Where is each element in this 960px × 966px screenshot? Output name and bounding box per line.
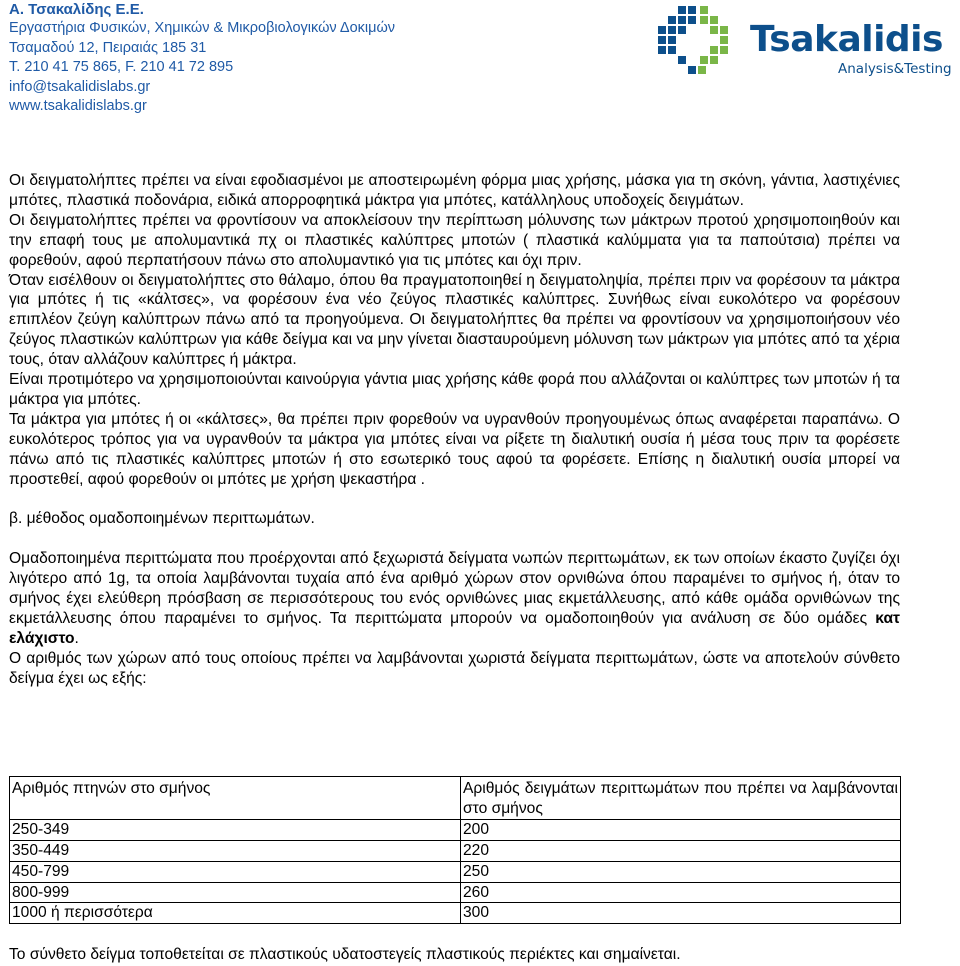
address: Τσαμαδού 12, Πειραιάς 185 31 — [9, 39, 207, 56]
section-b-heading: β. μέθοδος ομαδοποιημένων περιττωμάτων. — [9, 510, 315, 528]
header-contact — [9, 0, 395, 116]
paragraph-entering-chamber: Όταν εισέλθουν οι δειγματολήπτες στο θάλαμο, όπου θα πραγματοποιηθεί η δειγματοληψία, πρέπει πριν να φορέσουν τα μάκτρα για μπότες ή τις «κάλτσες», να φορέσουν ένα νέο ζεύγος πλαστικές καλύπτρες. Συνήθως είναι ευκολότερο να φορέσουν επιπλέον ζεύγη καλύπτρων πάνω από τα προηγούμενα. Οι δειγματολήπτες θα πρέπει να φροντίσουν να χρησιμοποιήσουν νέο ζεύγος πλαστικών καλύπτρων για κάθε δείγμα και να μην γίνεται διασταυρούμενη μόλυνση των μάκτρων για μπότες από τα χέρια τους, όταν αλλάζουν καλύπτρες ή μάκτρα. — [9, 271, 900, 369]
document-body — [9, 171, 900, 689]
cell-flock-size: 450-799 — [10, 861, 461, 882]
logo-tagline: Analysis&Testing — [838, 61, 952, 77]
cell-sample-count: 300 — [461, 903, 901, 924]
table-header-row — [10, 777, 901, 820]
table-row — [10, 840, 901, 861]
paragraph-equipment: Οι δειγματολήπτες πρέπει να είναι εφοδιασμένοι με αποστειρωμένη φόρμα μιας χρήσης, μάσκα για τη σκόνη, γάντια, λαστιχένιες μπότες, πλαστικά ποδονάρια, ειδικά απορροφητικά μάκτρα για μπότες, κατάλληλους υποδοχείς δειγμάτων. — [9, 172, 900, 209]
logo-name: Tsakalidis — [750, 19, 943, 60]
company-name: Α. Τσακαλίδης Ε.Ε. — [9, 1, 144, 18]
paragraph-contamination: Οι δειγματολήπτες πρέπει να φροντίσουν να αποκλείσουν την περίπτωση μόλυνσης των μάκτρων προτού χρησιμοποιηθούν και την επαφή τους με απολυμαντικά πχ οι πλαστικές καλύπτρες μποτών ( πλαστικά καλύμματα για τα παπούτσια) πρέπει να φορεθούν, αφού περπατήσουν πάνω στο απολυμαντικό για τις μπότες και όχι πριν. — [9, 211, 900, 269]
pooled-faeces-bold: κατ ελάχιστο — [9, 609, 900, 647]
logo-mark-icon — [652, 2, 742, 80]
email: info@tsakalidislabs.gr — [9, 78, 151, 95]
pooled-faeces-end: . — [74, 629, 79, 647]
header-flock-size: Αριθμός πτηνών στο σμήνος — [10, 777, 461, 820]
cell-sample-count: 220 — [461, 840, 901, 861]
lab-name: Εργαστήρια Φυσικών, Χημικών & Μικροβιολογικών Δοκιμών — [9, 20, 396, 37]
table-row — [10, 819, 901, 840]
cell-flock-size: 800-999 — [10, 882, 461, 903]
cell-sample-count: 260 — [461, 882, 901, 903]
table-row — [10, 903, 901, 924]
company-logo — [652, 2, 958, 80]
phone: Τ. 210 41 75 865, F. 210 41 72 895 — [9, 59, 234, 76]
paragraph-pooled-faeces — [9, 549, 900, 649]
samples-table — [9, 776, 901, 924]
paragraph-gloves: Είναι προτιμότερο να χρησιμοποιούνται καινούργια γάντια μιας χρήσης κάθε φορά που αλλάζονται οι καλύπτρες των μποτών ή τα μάκτρα για μπότες. — [9, 371, 900, 408]
pooled-faeces-text: Ομαδοποιημένα περιττώματα που προέρχονται από ξεχωριστά δείγματα νωπών περιττωμάτων, εκ των οποίων έκαστο ζυγίζει όχι λιγότερο από 1g, τα οποία λαμβάνονται τυχαία από ένα αριθμό χώρων στον ορνιθώνα όπου παραμένει το σμήνος ή, όταν το σμήνος έχει ελεύθερη πρόσβαση σε περισσότερους του ενός ορνιθώνες μιας εκμετάλλευσης, από κάθε ομάδα ορνιθώνων της εκμετάλλευσης όπου παραμένει το σμήνος. Τα περιττώματα μπορούν να ομαδοποιηθούν για ανάλυση σε δύο ομάδες — [9, 550, 900, 627]
cell-sample-count: 200 — [461, 819, 901, 840]
paragraph-moistening: Τα μάκτρα για μπότες ή οι «κάλτσες», θα πρέπει πριν φορεθούν να υγρανθούν προηγουμένως όπως αναφέρεται παραπάνω. Ο ευκολότερος τρόπος για να υγρανθούν τα μάκτρα για μπότες είναι να ρίξετε τη διαλυτική ουσία ή μέσα τους πριν τα φορέσετε πάνω από τις πλαστικές καλύπτρες μποτών ή στο εσωτερικό τους αφού τα φορέσετε. Επίσης η διαλυτική ουσία μπορεί να προστεθεί, αφού φορεθούν οι μπότες με χρήση ψεκαστήρα . — [9, 410, 900, 488]
cell-flock-size: 250-349 — [10, 819, 461, 840]
cell-sample-count: 250 — [461, 861, 901, 882]
paragraph-number-of-locations: Ο αριθμός των χώρων από τους οποίους πρέπει να λαμβάνονται χωριστά δείγματα περιττωμάτων, ώστε να αποτελούν σύνθετο δείγμα έχει ως εξής: — [9, 649, 900, 687]
cell-flock-size: 350-449 — [10, 840, 461, 861]
table-row — [10, 882, 901, 903]
cell-flock-size: 1000 ή περισσότερα — [10, 903, 461, 924]
table-row — [10, 861, 901, 882]
closing-paragraph: Το σύνθετο δείγμα τοποθετείται σε πλαστικούς υδατοστεγείς πλαστικούς περιέκτες και σημαίνεται. — [9, 946, 681, 963]
header-sample-count: Αριθμός δειγμάτων περιττωμάτων που πρέπει να λαμβάνονται στο σμήνος — [461, 777, 901, 820]
website: www.tsakalidislabs.gr — [9, 98, 147, 115]
